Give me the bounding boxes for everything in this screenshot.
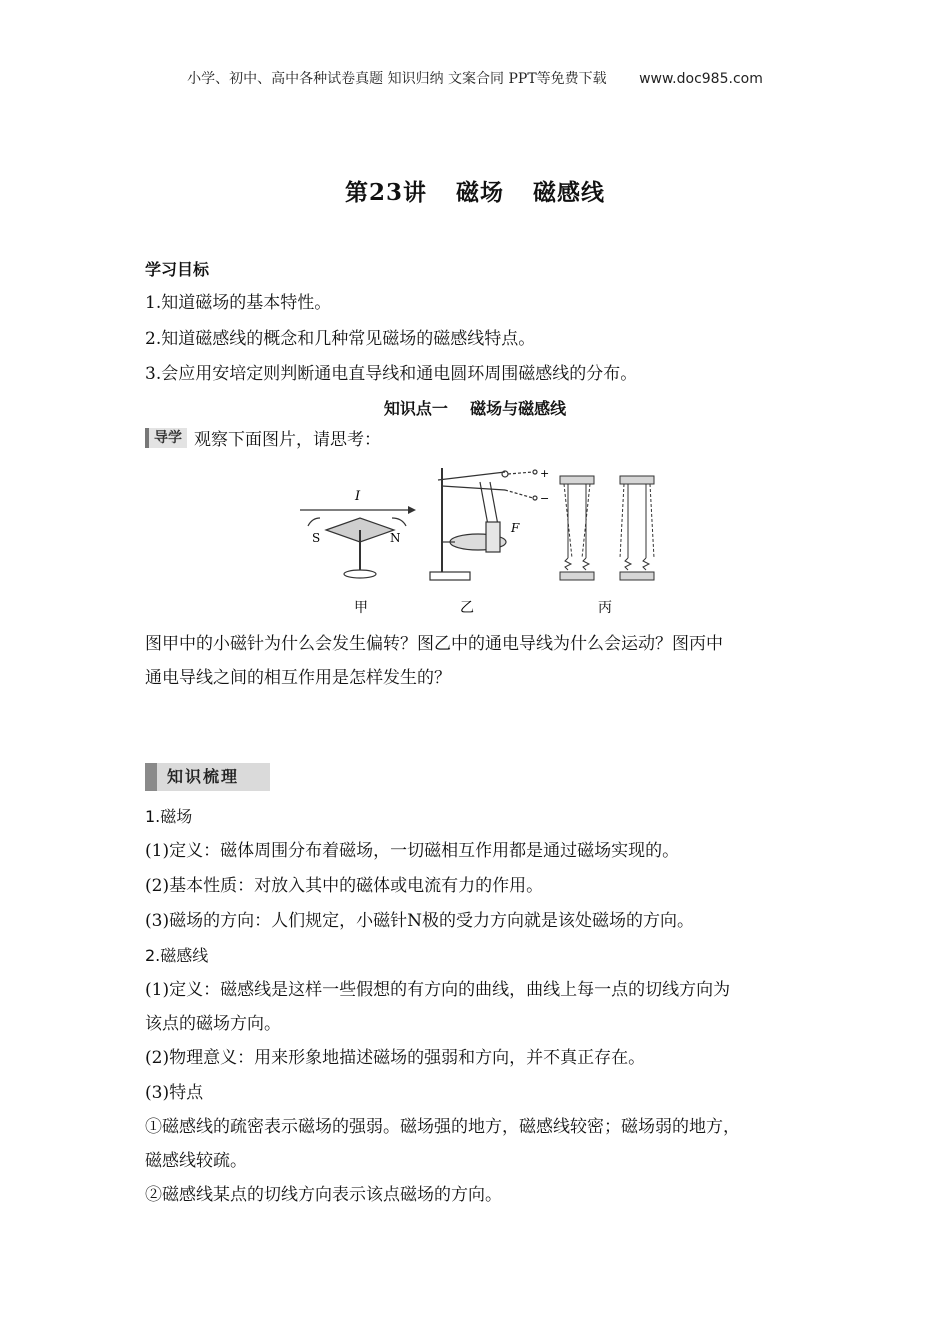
content-line-2: (2)基本性质：对放入其中的磁体或电流有力的作用。 — [145, 876, 544, 896]
question-line-2: 通电导线之间的相互作用是怎样发生的？ — [145, 668, 451, 688]
content-line-7b: 磁感线较疏。 — [145, 1151, 247, 1171]
header-text: 小学、初中、高中各种试卷真题 知识归纳 文案合同 PPT等免费下载 — [187, 71, 607, 87]
figure-label-n: N — [390, 531, 401, 545]
goal-item-2: 2.知道磁感线的概念和几种常见磁场的磁感线特点。 — [145, 329, 536, 349]
content-heading-1: 1.磁场 — [145, 807, 193, 826]
goal-item-3: 3.会应用安培定则判断通电直导线和通电圆环周围磁感线的分布。 — [145, 364, 638, 384]
question-line-1: 图甲中的小磁针为什么会发生偏转？图乙中的通电导线为什么会运动？图丙中 — [145, 634, 723, 654]
figure-label-i: I — [355, 489, 361, 504]
goal-item-1: 1.知道磁场的基本特性。 — [145, 293, 332, 313]
content-line-8: ②磁感线某点的切线方向表示该点磁场的方向。 — [145, 1185, 502, 1205]
section-banner — [145, 763, 270, 791]
content-heading-2: 2.磁感线 — [145, 946, 209, 965]
content-line-4a: (1)定义：磁感线是这样一些假想的有方向的曲线，曲线上每一点的切线方向为 — [145, 980, 731, 1000]
content-line-3: (3)磁场的方向：人们规定，小磁针N极的受力方向就是该处磁场的方向。 — [145, 911, 694, 931]
content-line-1: (1)定义：磁体周围分布着磁场，一切磁相互作用都是通过磁场实现的。 — [145, 841, 680, 861]
content-line-7a: ①磁感线的疏密表示磁场的强弱。磁场强的地方，磁感线较密；磁场弱的地方， — [145, 1117, 740, 1137]
title-topic-2: 磁感线 — [533, 179, 606, 206]
guide-badge: 导学 — [145, 428, 187, 448]
title-topic-1: 磁场 — [456, 179, 504, 206]
content-line-5: (2)物理意义：用来形象地描述磁场的强弱和方向，并不真正存在。 — [145, 1048, 646, 1068]
section-banner-bar — [145, 763, 157, 791]
figure-label-bing: 丙 — [598, 600, 612, 616]
figure-label-minus: − — [540, 492, 550, 505]
figure-yi — [430, 468, 537, 580]
knowledge-point-heading: 知识点一 磁场与磁感线 — [383, 399, 567, 418]
goals-heading: 学习目标 — [145, 260, 210, 279]
guide-prompt: 观察下面图片，请思考： — [194, 430, 381, 450]
title-lecture: 第23讲 — [344, 179, 427, 206]
content-line-6: (3)特点 — [145, 1083, 204, 1103]
header-site: www.doc985.com — [639, 71, 763, 87]
figure-bing — [560, 476, 654, 580]
experiment-figure — [290, 460, 670, 620]
figure-label-s: S — [312, 531, 321, 545]
page-header — [0, 68, 950, 88]
figure-label-f: F — [511, 521, 520, 535]
figure-label-jia: 甲 — [354, 600, 368, 616]
figure-label-yi: 乙 — [460, 600, 474, 616]
page-title — [0, 174, 950, 207]
section-banner-label: 知识梳理 — [157, 763, 270, 791]
figure-label-plus: + — [540, 467, 550, 480]
content-line-4b: 该点的磁场方向。 — [145, 1014, 281, 1034]
